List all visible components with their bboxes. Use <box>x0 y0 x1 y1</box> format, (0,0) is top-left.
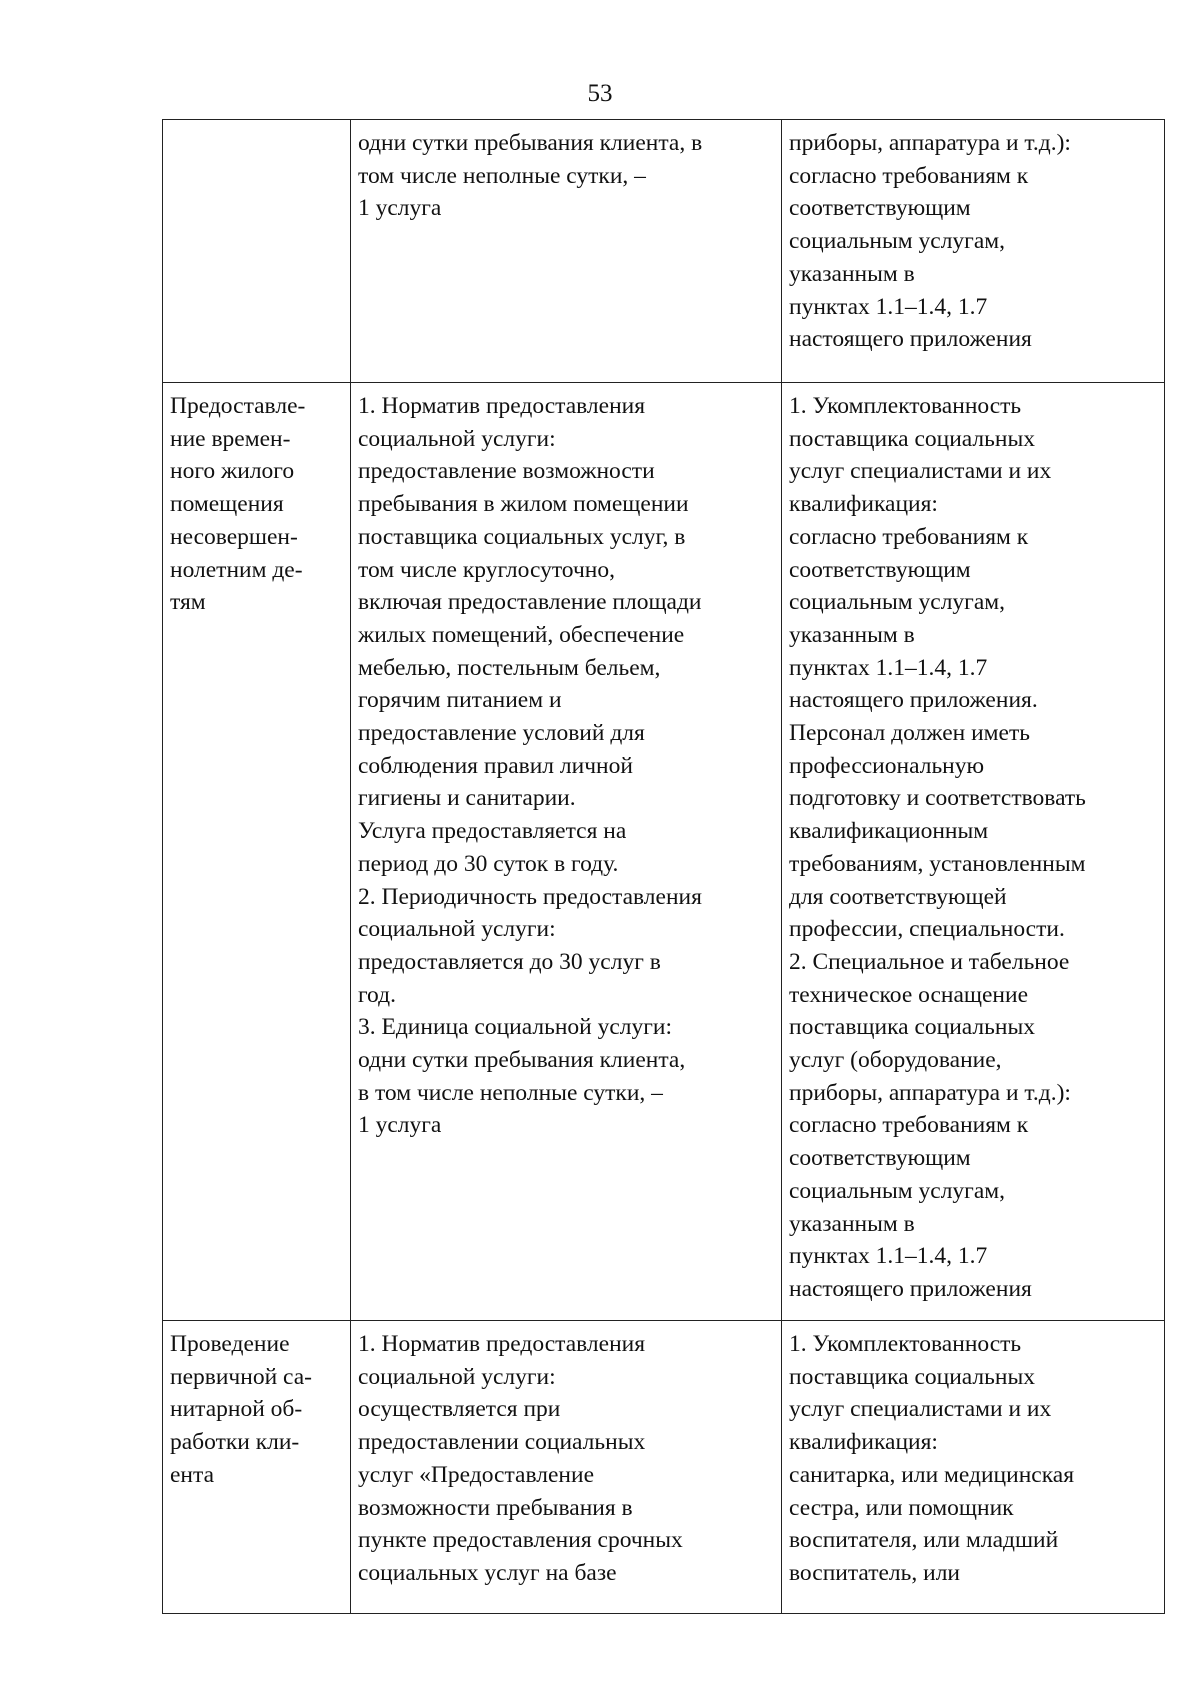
cell-text-line: помещения <box>170 491 284 518</box>
cell-text-line: услуг «Предоставление <box>358 1461 594 1488</box>
cell-text-line: квалификация: <box>789 1429 938 1456</box>
cell-text-line: мебелью, постельным бельем, <box>358 654 661 681</box>
cell-text-line: социальным услугам, <box>789 589 1005 616</box>
cell-text-line: социальным услугам, <box>789 1177 1005 1204</box>
cell-text-line: настоящего приложения <box>789 326 1032 353</box>
cell-text-line: том числе круглосуточно, <box>358 556 615 583</box>
cell-text-line: 2. Периодичность предоставления <box>358 883 702 910</box>
table-row <box>163 120 1165 383</box>
service-standards-cell <box>351 383 782 1321</box>
cell-text-line: нитарной об- <box>170 1396 303 1423</box>
cell-text-line: 2. Специальное и табельное <box>789 948 1070 975</box>
cell-text-line: техническое оснащение <box>789 981 1029 1008</box>
cell-text-line: тям <box>170 589 206 616</box>
cell-text-line: настоящего приложения. <box>789 687 1038 714</box>
cell-text-line: настоящего приложения <box>789 1275 1032 1302</box>
cell-text-line: пунктах 1.1–1.4, 1.7 <box>789 293 988 320</box>
cell-text-line: работки кли- <box>170 1429 300 1456</box>
cell-text-line: Проведение <box>170 1331 290 1357</box>
cell-text-line: квалификация: <box>789 491 938 518</box>
cell-text-line: Услуга предоставляется на <box>358 818 627 845</box>
cell-text-line: санитарка, или медицинская <box>789 1461 1075 1488</box>
cell-text-line: подготовку и соответствовать <box>789 785 1086 812</box>
cell-text-line: несовершен- <box>170 523 298 550</box>
cell-text-line: ного жилого <box>170 458 295 485</box>
cell-text-line: поставщика социальных <box>789 425 1035 452</box>
cell-text-line: указанным в <box>789 1210 915 1237</box>
table-row <box>163 1321 1165 1614</box>
cell-text-line: приборы, аппаратура и т.д.): <box>789 130 1071 156</box>
cell-text-line: пункте предоставления срочных <box>358 1527 683 1554</box>
cell-text-line: воспитателя, или младший <box>789 1527 1059 1554</box>
cell-text-line: горячим питанием и <box>358 687 562 714</box>
cell-text-line: согласно требованиям к <box>789 523 1029 550</box>
cell-text-line: социальной услуги: <box>358 916 556 943</box>
cell-text-line: нолетним де- <box>170 556 303 583</box>
cell-text-line: пунктах 1.1–1.4, 1.7 <box>789 1243 988 1270</box>
cell-text-line: том числе неполные сутки, – <box>358 162 646 189</box>
cell-text-line: социальным услугам, <box>789 228 1005 255</box>
cell-text-line: предоставление возможности <box>358 458 655 485</box>
cell-text-line: услуг (оборудование, <box>789 1047 1002 1074</box>
cell-text-line: Персонал должен иметь <box>789 720 1030 747</box>
page-number: 53 <box>587 80 613 107</box>
service-name-cell <box>163 1321 351 1614</box>
cell-text-line: услуг специалистами и их <box>789 458 1052 485</box>
cell-text-line: социальной услуги: <box>358 1363 556 1390</box>
cell-text-line: пунктах 1.1–1.4, 1.7 <box>789 654 988 681</box>
cell-text-line: поставщика социальных услуг, в <box>358 523 686 550</box>
cell-text-line: Предоставле- <box>170 393 306 419</box>
cell-text-line: соответствующим <box>789 556 971 583</box>
cell-text-line: требованиям, установленным <box>789 850 1086 877</box>
cell-text-line: поставщика социальных <box>789 1014 1035 1041</box>
service-conditions-cell <box>782 1321 1165 1614</box>
cell-text-line: сестра, или помощник <box>789 1494 1014 1521</box>
cell-text-line: социальных услуг на базе <box>358 1559 617 1586</box>
cell-text-line: приборы, аппаратура и т.д.): <box>789 1079 1071 1106</box>
cell-text-line: согласно требованиям к <box>789 1112 1029 1139</box>
cell-text-line: осуществляется при <box>358 1396 561 1423</box>
cell-text-line: первичной са- <box>170 1363 312 1390</box>
cell-text-line: возможности пребывания в <box>358 1494 633 1521</box>
cell-text-line: 1. Укомплектованность <box>789 1331 1022 1357</box>
cell-text-line: предоставляется до 30 услуг в <box>358 948 661 975</box>
cell-text-line: ента <box>170 1461 214 1488</box>
cell-text-line: гигиены и санитарии. <box>358 785 576 812</box>
service-standards-cell <box>351 120 782 383</box>
cell-text-line: квалификационным <box>789 818 989 845</box>
cell-text-line: 1 услуга <box>358 195 442 222</box>
cell-text-line: указанным в <box>789 260 915 287</box>
cell-text-line: жилых помещений, обеспечение <box>358 621 685 648</box>
cell-text-line: год. <box>358 981 396 1008</box>
cell-text-line: одни сутки пребывания клиента, в <box>358 130 703 156</box>
service-name-cell <box>163 120 351 383</box>
cell-text-line: 1 услуга <box>358 1112 442 1139</box>
cell-text-line: соответствующим <box>789 1145 971 1172</box>
cell-text-line: поставщика социальных <box>789 1363 1035 1390</box>
cell-text-line: соблюдения правил личной <box>358 752 633 779</box>
cell-text-line: профессии, специальности. <box>789 916 1065 943</box>
service-conditions-cell <box>782 120 1165 383</box>
table-row <box>163 383 1165 1321</box>
cell-text-line: 1. Норматив предоставления <box>358 393 646 419</box>
cell-text-line: период до 30 суток в году. <box>358 850 619 877</box>
cell-text-line: 1. Укомплектованность <box>789 393 1022 419</box>
cell-text-line: пребывания в жилом помещении <box>358 491 689 518</box>
cell-text-line: 3. Единица социальной услуги: <box>358 1014 673 1041</box>
cell-text-line: предоставлении социальных <box>358 1429 646 1456</box>
service-name-cell <box>163 383 351 1321</box>
cell-text-line: профессиональную <box>789 752 985 779</box>
service-conditions-cell <box>782 383 1165 1321</box>
cell-text-line: услуг специалистами и их <box>789 1396 1052 1423</box>
cell-text-line: 1. Норматив предоставления <box>358 1331 646 1357</box>
cell-text-line: согласно требованиям к <box>789 162 1029 189</box>
cell-text-line: включая предоставление площади <box>358 589 702 616</box>
cell-text-line: в том числе неполные сутки, – <box>358 1079 663 1106</box>
cell-text-line: предоставление условий для <box>358 720 645 747</box>
cell-text-line: ние времен- <box>170 425 291 452</box>
cell-text-line: воспитатель, или <box>789 1559 961 1586</box>
services-table <box>162 119 1165 1614</box>
service-standards-cell <box>351 1321 782 1614</box>
cell-text-line: для соответствующей <box>789 883 1007 910</box>
cell-text-line: социальной услуги: <box>358 425 556 452</box>
cell-text-line: одни сутки пребывания клиента, <box>358 1047 686 1074</box>
cell-text-line: указанным в <box>789 621 915 648</box>
cell-text-line: соответствующим <box>789 195 971 222</box>
